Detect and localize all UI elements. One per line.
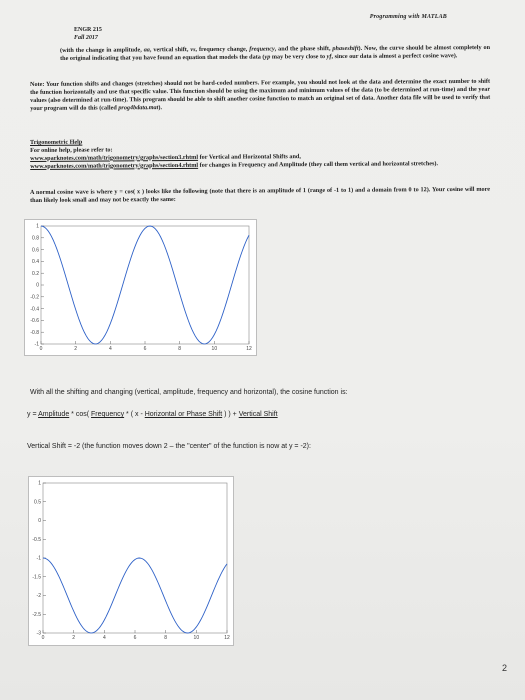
x-tick-label: 12 (246, 346, 252, 352)
y-tick-label: -2.5 (32, 611, 41, 618)
x-tick-label: 4 (108, 346, 112, 352)
y-tick-label: 0.6 (32, 247, 39, 254)
x-tick-label: 2 (72, 635, 76, 641)
x-tick-label: 6 (143, 346, 147, 352)
course-code: ENGR 215 (74, 27, 102, 33)
y-tick-label: 0 (36, 282, 39, 289)
cosine-formula: y = Amplitude * cos( Frequency * ( x - Horizontal or Phase Shift ) ) + Vertical Shift (27, 411, 278, 418)
shifted-cosine-plot (28, 476, 234, 646)
cosine-plot (24, 219, 257, 356)
x-tick-label: 10 (211, 346, 218, 352)
vertical-shift-text: Vertical Shift = -2 (the function moves down 2 – the "center" of the function is now at y = -2): (27, 443, 311, 450)
x-tick-label: 8 (178, 346, 182, 352)
y-tick-label: -0.8 (30, 329, 39, 336)
shifting-text: With all the shifting and changing (vertical, amplitude, frequency and horizontal), the cosine function is: (30, 389, 348, 396)
y-tick-label: -1 (34, 341, 39, 348)
paragraph-cosine: A normal cosine wave is where y = cos( x ) looks like the following (note that there is an amplitude of 1 (range of -1 to 1) and a domain from 0 to 12). Your cosine will more than likely look small and may not be exactly the same: (30, 185, 491, 204)
link-section3[interactable]: www.sparknotes.com/math/trigonometry/graphs/section3.rhtml (30, 153, 199, 162)
course-term: Fall 2017 (74, 35, 98, 41)
header-title: Programming with MATLAB (369, 14, 447, 20)
x-tick-label: 8 (164, 635, 168, 641)
y-tick-label: -1.5 (32, 574, 41, 581)
x-tick-label: 4 (102, 635, 106, 641)
y-tick-label: 0.5 (34, 499, 41, 506)
cosine-plot-svg (25, 220, 256, 355)
x-tick-label: 0 (41, 635, 45, 641)
y-tick-label: 0 (38, 518, 41, 525)
y-tick-label: 0.8 (32, 235, 39, 242)
trig-help-section: Trigonometric Help For online help, please refer to: www.sparknotes.com/math/trigonometry/graphs/section3.rhtml for Vertical and Horizontal Shifts and, www.sparknotes.com/math/trigonometry/graphs/section4.rhtml for changes in Frequency and Amplitude (they call them vertical and horizontal stretches). (30, 136, 490, 171)
y-tick-label: 1 (36, 223, 39, 230)
trig-help-intro: For online help, please refer to: (30, 146, 113, 154)
y-tick-label: -3 (36, 630, 41, 637)
page-number: 2 (501, 663, 507, 673)
y-tick-label: -0.4 (30, 306, 39, 313)
y-tick-label: -0.5 (32, 536, 41, 543)
y-tick-label: 0.4 (32, 259, 39, 266)
trig-help-title: Trigonometric Help (30, 138, 83, 146)
y-tick-label: 0.2 (32, 270, 39, 277)
plot-frame (43, 483, 227, 633)
course-info (74, 26, 102, 42)
x-tick-label: 10 (193, 635, 200, 641)
y-tick-label: -0.2 (30, 294, 39, 301)
x-tick-label: 2 (74, 346, 78, 352)
paragraph-instructions: (with the change in amplitude, aa, vertical shift, vs, frequency change, frequency, and the phase shift, phaseshift). Now, the curve should be almost completely on the original indicating that you have found an equation that models the data (yp may be very close to yf, since our data is almost a perfect cosine wave). (60, 43, 491, 62)
x-tick-label: 0 (39, 346, 43, 352)
x-tick-label: 12 (224, 635, 230, 641)
y-tick-label: -2 (36, 593, 41, 600)
y-tick-label: -1 (36, 555, 41, 562)
paragraph-note: Note: Your function shifts and changes (stretches) should not be hard-coded numbers. For example, you should not look at the data and determine the exact number to shift the function horizontally and use that specific value. This function should be using the maximum and minimum values of the data (to be determined at run-time) and the year values (also determined at run-time). This program should be able to shift another cosine function to match an original set of data. Another data file will be used to verify that your program will do this (called prog4bdata.mat). (30, 77, 491, 112)
link-section4[interactable]: www.sparknotes.com/math/trigonometry/graphs/section4.rhtml (30, 161, 199, 170)
x-tick-label: 6 (133, 635, 137, 641)
y-tick-label: 1 (38, 480, 41, 487)
shifted-cosine-plot-svg (29, 477, 233, 645)
y-tick-label: -0.6 (30, 318, 39, 325)
